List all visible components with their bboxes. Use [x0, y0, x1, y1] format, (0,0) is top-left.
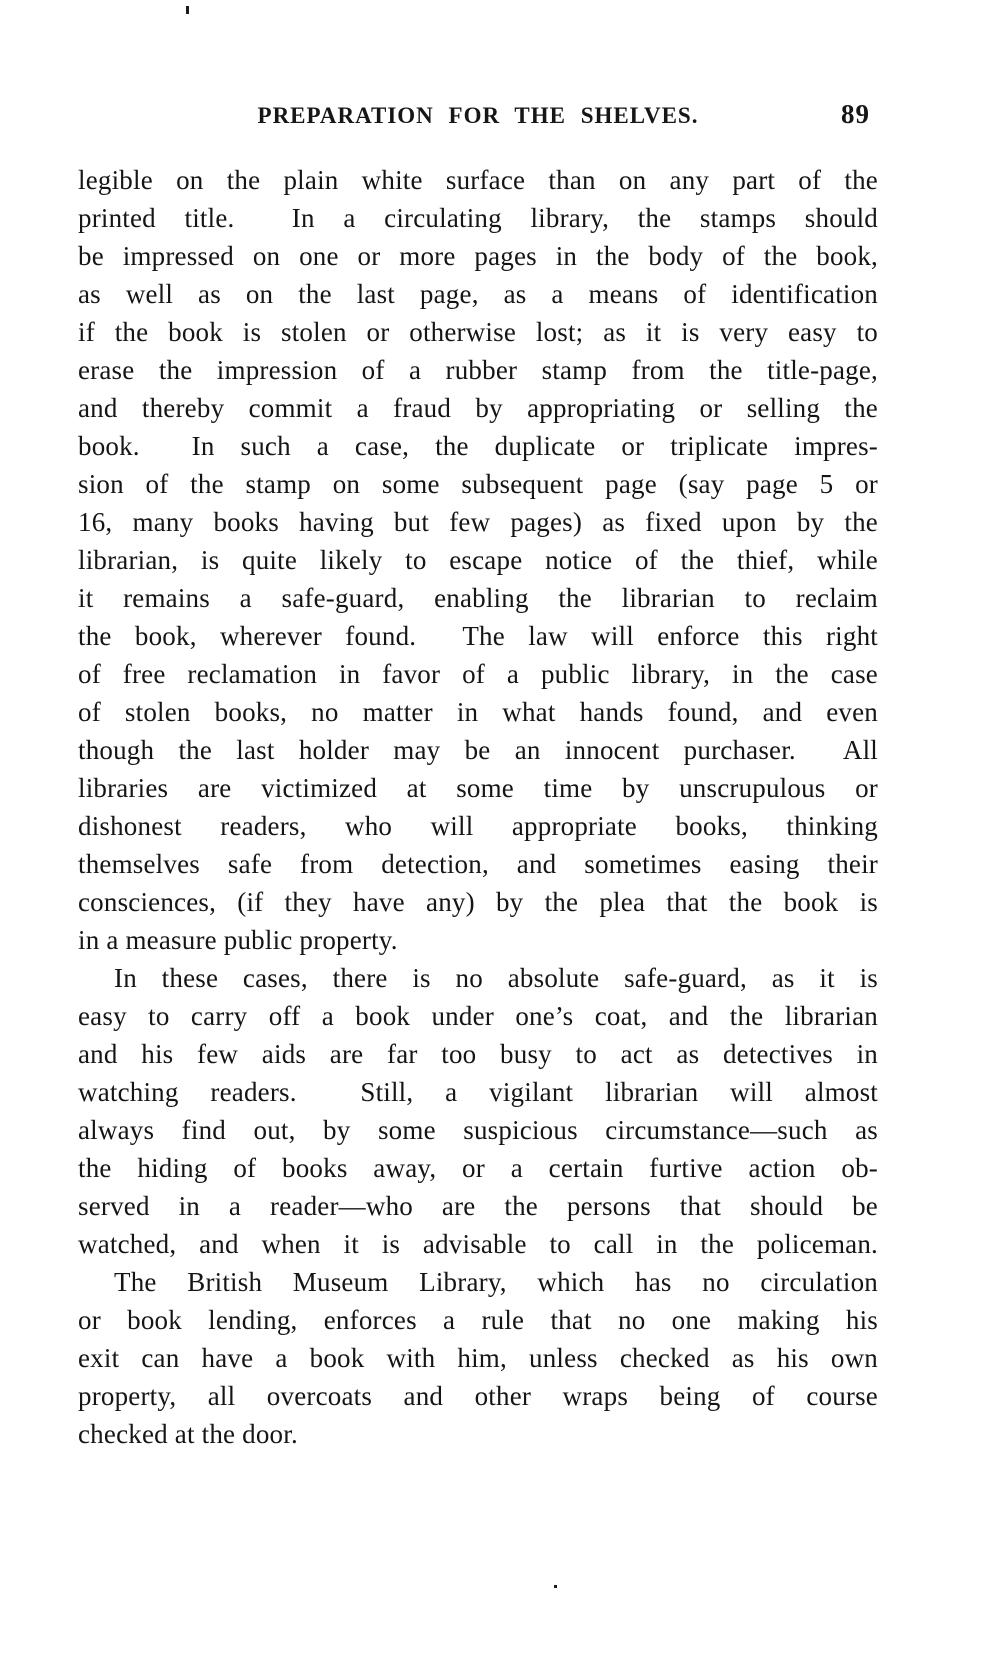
- text-line: in a measure public property.: [78, 925, 398, 955]
- text-line: be impressed on one or more pages in the body of the book,: [78, 241, 878, 271]
- text-line: and his few aids are far too busy to act as detectives in: [78, 1039, 878, 1069]
- text-line: printed title. In a circulating library, the stamps should: [78, 203, 878, 233]
- text-line: and thereby commit a fraud by appropriating or selling the: [78, 393, 878, 423]
- text-line: legible on the plain white surface than on any part of the: [78, 165, 878, 195]
- text-line: dishonest readers, who will appropriate books, thinking: [78, 811, 878, 841]
- paragraph-2: [78, 959, 878, 1263]
- text-line: erase the impression of a rubber stamp from the title-page,: [78, 355, 878, 385]
- text-line: or book lending, enforces a rule that no one making his: [78, 1305, 878, 1335]
- text-line: the hiding of books away, or a certain furtive action ob-: [78, 1153, 878, 1183]
- text-line: it remains a safe-guard, enabling the librarian to reclaim: [78, 583, 878, 613]
- text-line: if the book is stolen or otherwise lost; as it is very easy to: [78, 317, 878, 347]
- text-line: easy to carry off a book under one’s coat, and the librarian: [78, 1001, 878, 1031]
- text-line: of free reclamation in favor of a public library, in the case: [78, 659, 878, 689]
- text-line: watched, and when it is advisable to call in the policeman.: [78, 1229, 878, 1259]
- running-title: PREPARATION FOR THE SHELVES.: [257, 103, 699, 128]
- text-line: as well as on the last page, as a means of identification: [78, 279, 878, 309]
- text-line: of stolen books, no matter in what hands found, and even: [78, 697, 878, 727]
- text-column: [78, 161, 878, 1453]
- paragraph-3: [78, 1263, 878, 1453]
- text-line: watching readers. Still, a vigilant librarian will almost: [78, 1077, 878, 1107]
- text-line: exit can have a book with him, unless checked as his own: [78, 1343, 878, 1373]
- text-line: The British Museum Library, which has no circulation: [114, 1267, 878, 1297]
- scan-speck-top: [186, 6, 189, 14]
- text-line: though the last holder may be an innocent purchaser. All: [78, 735, 878, 765]
- text-line: In these cases, there is no absolute safe-guard, as it is: [114, 963, 878, 993]
- paragraph-1: [78, 161, 878, 959]
- scan-speck-bottom: [554, 1585, 557, 1588]
- text-line: served in a reader—who are the persons that should be: [78, 1191, 878, 1221]
- text-line: checked at the door.: [78, 1419, 298, 1449]
- text-line: the book, wherever found. The law will enforce this right: [78, 621, 878, 651]
- text-line: always find out, by some suspicious circumstance—such as: [78, 1115, 878, 1145]
- text-line: property, all overcoats and other wraps being of course: [78, 1381, 878, 1411]
- text-line: 16, many books having but few pages) as fixed upon by the: [78, 507, 878, 537]
- text-line: librarian, is quite likely to escape notice of the thief, while: [78, 545, 878, 575]
- page-header: [78, 99, 878, 141]
- page-number: 89: [841, 99, 870, 129]
- text-line: libraries are victimized at some time by unscrupulous or: [78, 773, 878, 803]
- text-line: consciences, (if they have any) by the plea that the book is: [78, 887, 878, 917]
- text-line: book. In such a case, the duplicate or triplicate impres-: [78, 431, 878, 461]
- text-line: sion of the stamp on some subsequent page (say page 5 or: [78, 469, 878, 499]
- text-line: themselves safe from detection, and sometimes easing their: [78, 849, 878, 879]
